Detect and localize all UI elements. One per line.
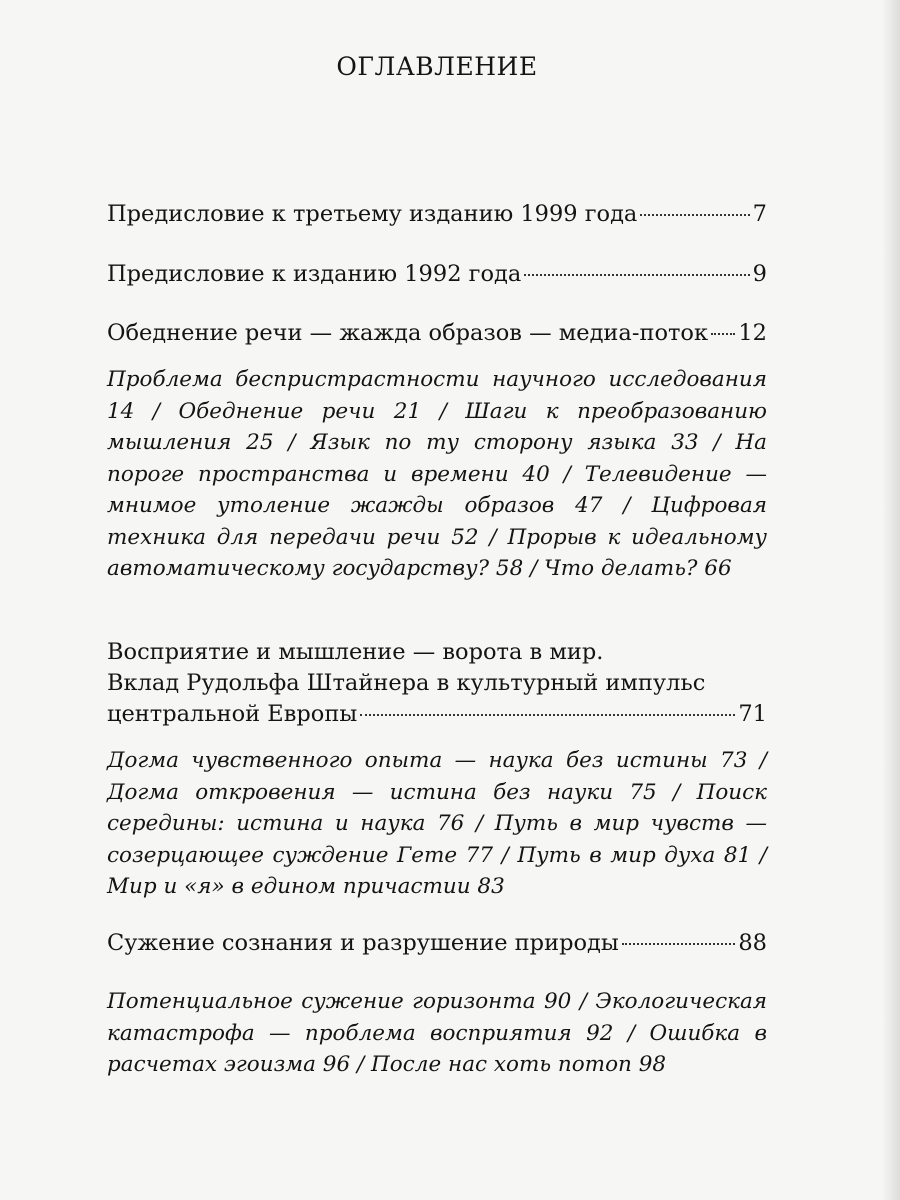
chapter-summary: Потенциальное сужение горизонта 90 / Экологическая катастрофа — проблема восприятия 92 / Ошибка в расчетах эгоизма 96 / После нас хоть потоп 98 [107, 989, 767, 1077]
toc-page-number: 88 [738, 930, 767, 956]
toc-page-number: 9 [752, 261, 767, 287]
toc-page-number: 12 [738, 320, 767, 346]
toc-entry-preface-1999[interactable] [107, 199, 767, 229]
toc-entry-last-line [107, 699, 767, 730]
toc-entry-speech-impoverishment[interactable] [107, 318, 767, 348]
toc-entry-perception-thinking[interactable] [107, 637, 767, 730]
page-edge-shadow [882, 0, 900, 1200]
chapter-summary: Проблема беспристрастности научного исследования 14 / Обеднение речи 21 / Шаги к преобразованию мышления 25 / Язык по ту сторону языка 33 / На пороге пространства и времени 40 / Телевидение — мнимое утоление жажды образов 47 / Цифровая техника для передачи речи 52 / Прорыв к идеальному автоматическому государству? 58 / Что делать? 66 [107, 367, 767, 581]
toc-entry-label-line: Восприятие и мышление — ворота в мир. [107, 639, 604, 665]
toc-entry-narrowing-consciousness[interactable] [107, 928, 767, 958]
chapter-summary: Догма чувственного опыта — наука без истины 73 / Догма откровения — истина без науки 75 / Поиск середины: истина и наука 76 / Путь в мир чувств — созерцающее суждение Гете 77 / Путь в мир духа 81 / Мир и «я» в едином причастии 83 [107, 748, 767, 899]
toc-entry-label: Предисловие к третьему изданию 1999 года [107, 201, 638, 227]
toc-entry-label: Сужение сознания и разрушение природы [107, 930, 619, 956]
toc-entry-preface-1992[interactable] [107, 259, 767, 289]
toc-entry-label-line: центральной Европы [107, 701, 358, 727]
leader-dots [360, 714, 735, 716]
leader-dots [622, 943, 736, 945]
leader-dots [524, 274, 749, 276]
toc-page-number: 71 [738, 701, 767, 727]
toc-entry-label: Обеднение речи — жажда образов — медиа-поток [107, 320, 709, 346]
leader-dots [640, 214, 749, 216]
page-title: ОГЛАВЛЕНИЕ [336, 52, 538, 81]
toc-entry-label-line: Вклад Рудольфа Штайнера в культурный импульс [107, 670, 706, 696]
toc-page-number: 7 [752, 201, 767, 227]
leader-dots [711, 333, 735, 335]
toc-entry-label: Предисловие к изданию 1992 года [107, 261, 522, 287]
